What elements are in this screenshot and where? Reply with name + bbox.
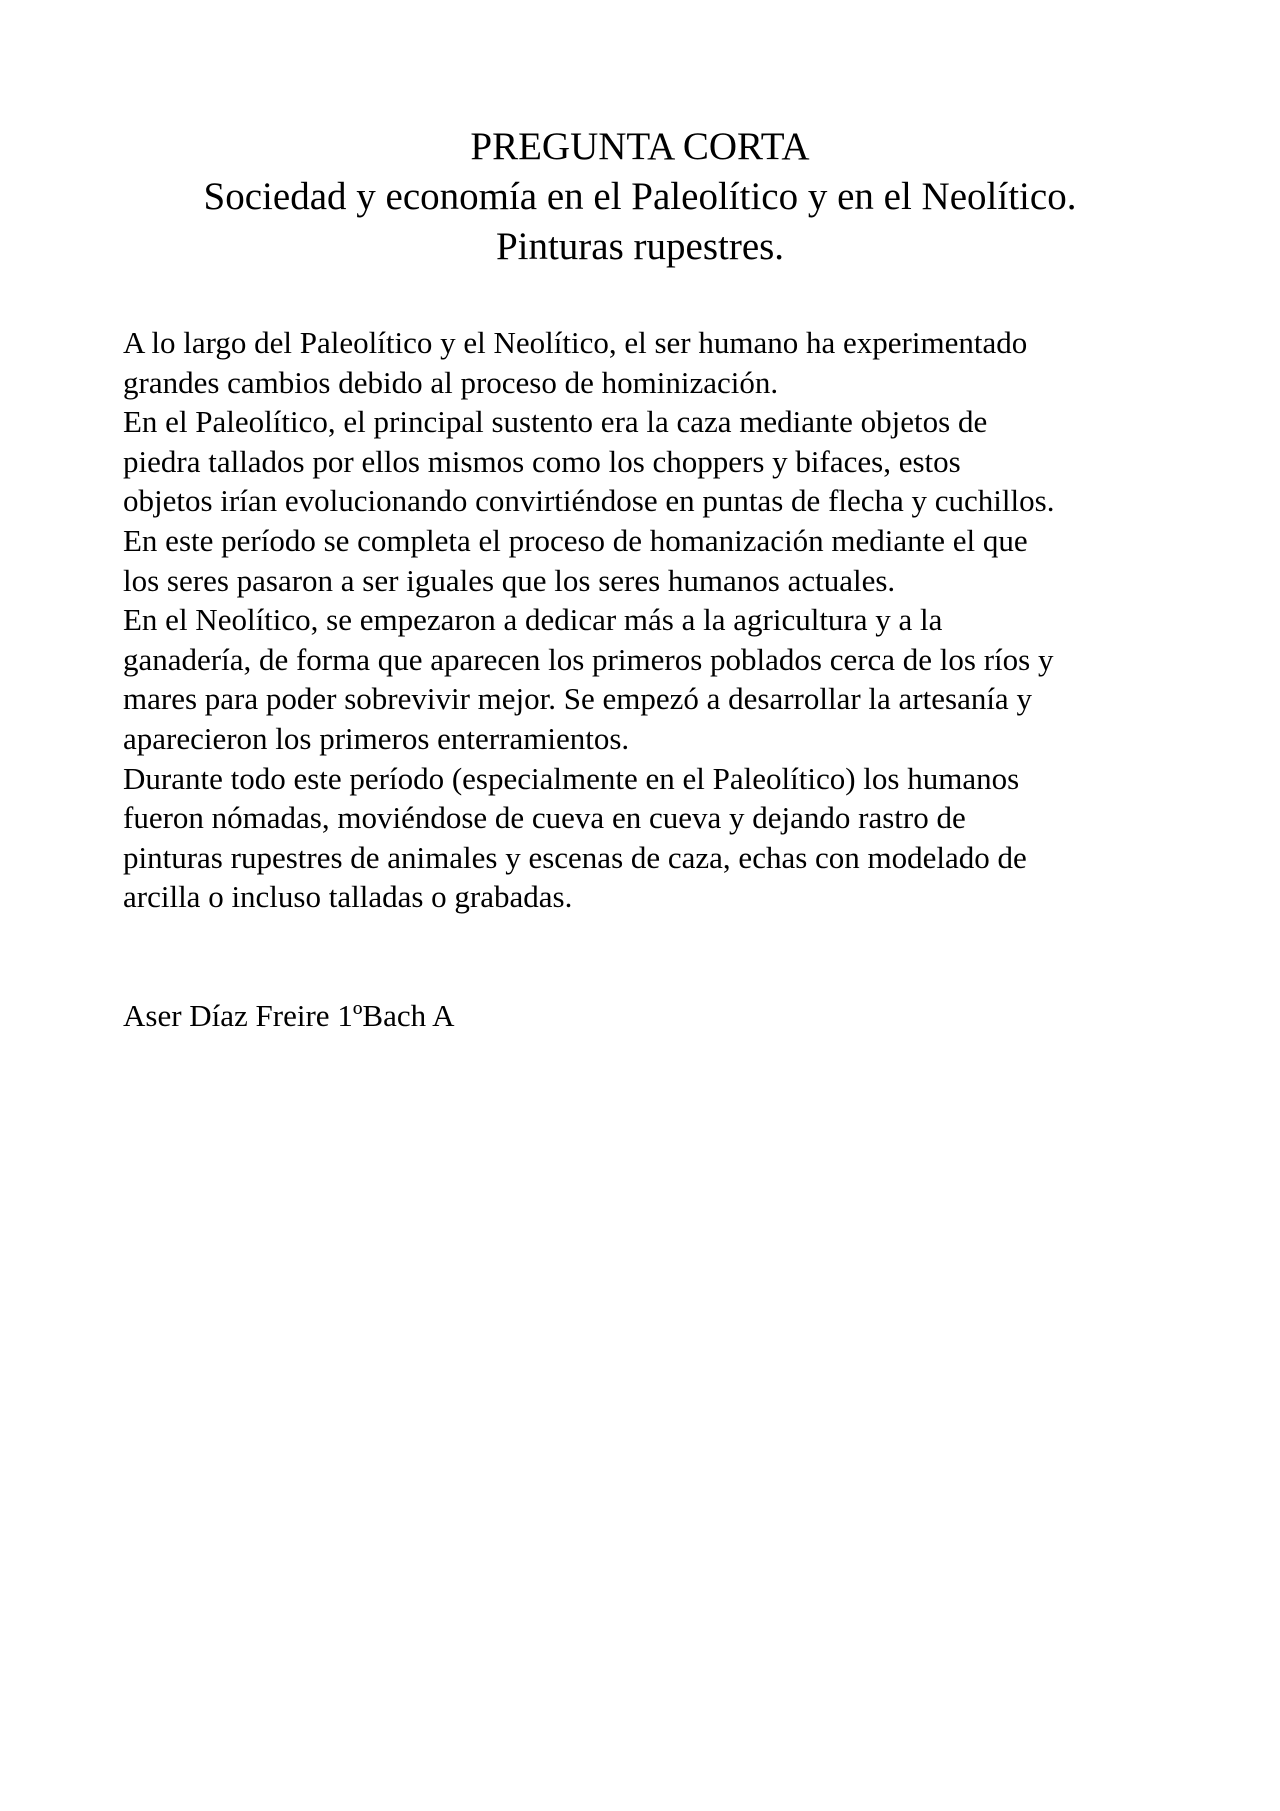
text-line: A lo largo del Paleolítico y el Neolítico, el ser humano ha experimentado (123, 325, 1028, 360)
text-line: grandes cambios debido al proceso de hominización. (123, 364, 779, 400)
answer-text (123, 323, 1223, 917)
heading-topic: Sociedad y economía en el Paleolítico y en el Neolítico. (203, 175, 1077, 218)
text-line: ganadería, de forma que aparecen los primeros poblados cerca de los ríos y (123, 641, 1054, 677)
heading-label: PREGUNTA CORTA (470, 125, 810, 168)
text-line: Durante todo este período (especialmente en el Paleolítico) los humanos (123, 760, 1020, 796)
text-line: objetos irían evolucionando convirtiéndose en puntas de flecha y cuchillos. (123, 483, 1055, 519)
text-line: En el Neolítico, se empezaron a dedicar más a la agricultura y a la (123, 602, 943, 638)
text-line: aparecieron los primeros enterramientos. (123, 720, 630, 756)
text-line: piedra tallados por ellos mismos como los choppers y bifaces, estos (123, 443, 961, 479)
author-signature: Aser Díaz Freire 1ºBach A (123, 998, 455, 1033)
heading-subtopic: Pinturas rupestres. (495, 225, 785, 268)
document-heading (0, 122, 1280, 272)
text-line: mares para poder sobrevivir mejor. Se empezó a desarrollar la artesanía y (123, 681, 1032, 717)
text-line: pinturas rupestres de animales y escenas de caza, echas con modelado de (123, 839, 1027, 875)
text-line: En el Paleolítico, el principal sustento era la caza mediante objetos de (123, 404, 988, 440)
text-line: arcilla o incluso talladas o grabadas. (123, 879, 573, 915)
text-line: fueron nómadas, moviéndose de cueva en cueva y dejando rastro de (123, 800, 966, 836)
text-line: En este período se completa el proceso de homanización mediante el que (123, 522, 1028, 558)
text-line: los seres pasaron a ser iguales que los seres humanos actuales. (123, 562, 896, 598)
